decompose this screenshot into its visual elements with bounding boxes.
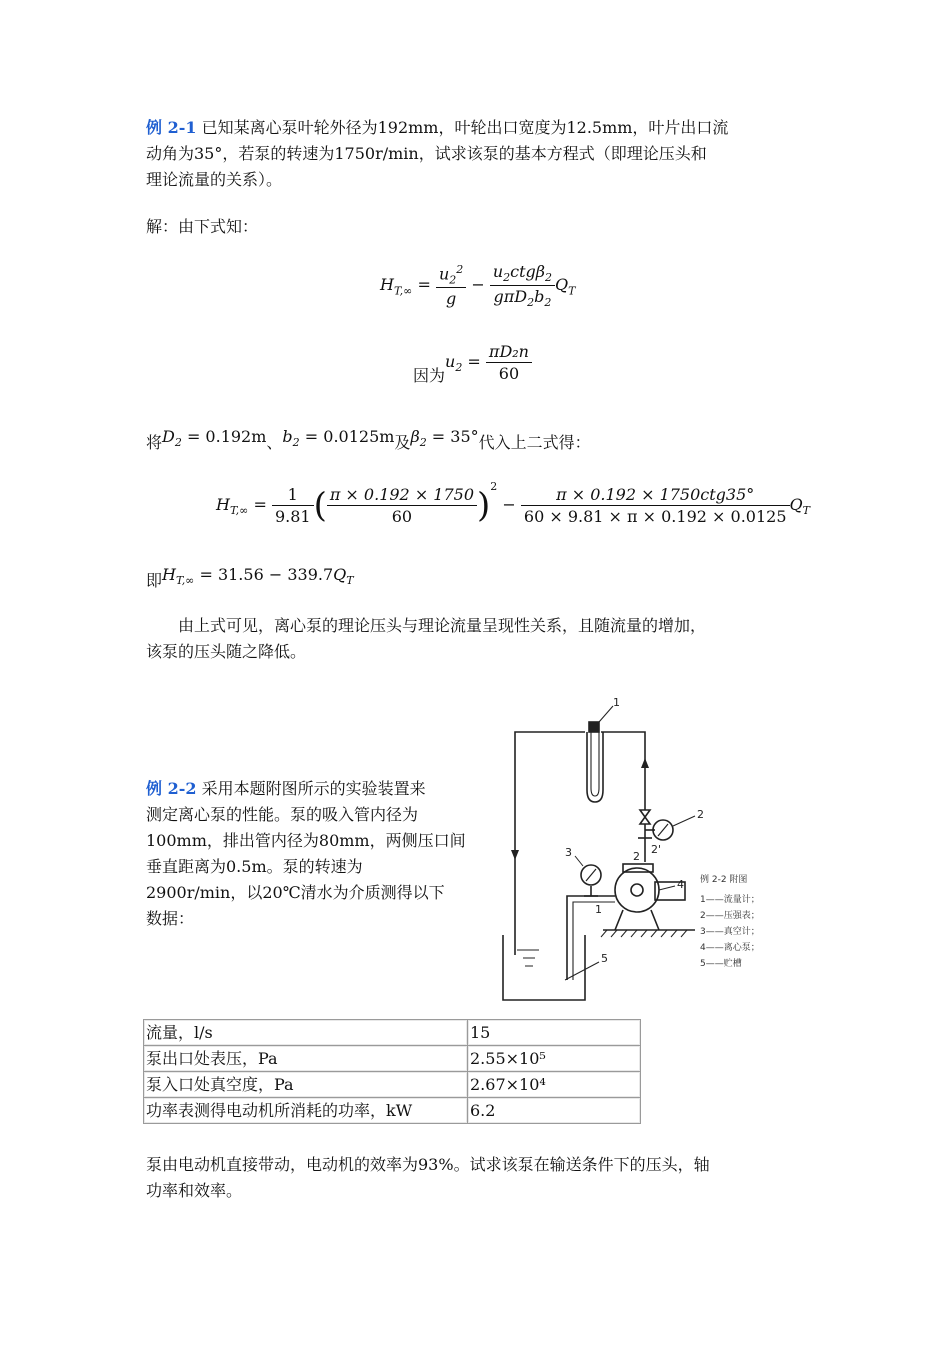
- table-cell-label: 功率表测得电动机所消耗的功率，kW: [144, 1098, 468, 1124]
- substitute-prefix: 将: [146, 433, 163, 452]
- formula-substituted: $H_{T,\infty}$ = $\frac{1}{9.81}$ ( $\frac{\pi \times 0.192 \times 1750}{60}$ )$^2$ − $\frac{\text{π × 0.192 × 1750ctg35°}}{60 \times 9.81 \times \pi \times 0.192 \times 0.0125}$ $Q_T$: [216, 480, 810, 526]
- table-cell-value: 2.55×10⁵: [468, 1046, 641, 1072]
- figure-caption: 例 2-2 附图: [700, 875, 748, 885]
- legend-item-1: 1——流量计；: [700, 895, 760, 905]
- table-cell-label: 泵入口处真空度，Pa: [144, 1072, 468, 1098]
- gauge-3-needle: [586, 869, 596, 881]
- question-line-1: 泵由电动机直接带动，电动机的效率为93%。试求该泵在输送条件下的压头，轴: [146, 1155, 710, 1174]
- example-2-1-text: [146, 115, 816, 193]
- legend-item-3: 3——真空计；: [700, 927, 760, 937]
- pump-impeller: [631, 884, 643, 896]
- label-1: 1: [613, 696, 620, 709]
- table-cell-value: 2.67×10⁴: [468, 1072, 641, 1098]
- table-row: [144, 1046, 641, 1072]
- label-4: 4: [677, 878, 684, 891]
- substitute-sep-2: 及: [394, 433, 411, 452]
- leader-3: [575, 856, 583, 866]
- d2-value: = 0.192m: [186, 427, 267, 446]
- example-2-1-label: 例 2-1: [146, 118, 197, 137]
- label-tap-1: 1: [595, 903, 602, 916]
- legend-item-5: 5——贮槽: [700, 959, 742, 969]
- label-2-prime: 2': [651, 843, 662, 856]
- because-label: 因为: [413, 366, 446, 385]
- apparatus-diagram: [495, 690, 815, 1005]
- leader-1: [599, 706, 613, 722]
- solution-intro: 解：由下式知：: [146, 217, 259, 236]
- flow-arrow-down: [511, 850, 519, 860]
- leader-4: [659, 886, 675, 890]
- table-cell-label: 泵出口处表压，Pa: [144, 1046, 468, 1072]
- label-tap-2: 2: [633, 850, 640, 863]
- b2-value: = 0.0125m: [304, 427, 395, 446]
- ex2-line-4: 垂直距离为0.5m。泵的转速为: [146, 857, 363, 876]
- ex2-line-1: 采用本题附图所示的实验装置来: [201, 779, 426, 798]
- question-line-2: 功率和效率。: [146, 1181, 243, 1200]
- legend-item-2: 2——压强表；: [700, 911, 760, 921]
- result-line: 即$H_{T,\infty} = 31.56 - 339.7Q_T$: [146, 565, 354, 590]
- example-2-2-question: [146, 1152, 826, 1204]
- leader-5: [565, 962, 599, 980]
- ex2-line-6: 数据：: [146, 909, 195, 928]
- substitute-suffix: 代入上二式得：: [478, 433, 591, 452]
- frac1-denominator: 60: [391, 507, 413, 526]
- u2-denominator: 60: [498, 364, 520, 383]
- example-2-2-label: 例 2-2: [146, 779, 197, 798]
- frac2-numerator: π × 0.192 × 1750ctg35°: [521, 485, 790, 506]
- label-3: 3: [565, 846, 572, 859]
- u2-numerator: πD₂n: [486, 342, 532, 363]
- ex1-line-3: 理论流量的关系）。: [146, 170, 283, 189]
- frac2-denominator: 60 × 9.81 × π × 0.192 × 0.0125: [523, 507, 787, 526]
- table-row: [144, 1020, 641, 1046]
- label-5: 5: [601, 952, 608, 965]
- measurement-table: [143, 1019, 641, 1124]
- centrifugal-pump-icon: [615, 868, 659, 912]
- pump-leg-right: [651, 910, 659, 930]
- suction-pipe: [567, 896, 615, 980]
- gauge-2-needle: [658, 824, 668, 836]
- formula-head-equation: $H_{T,\infty}$ = $\frac{u_2^2}{g}$ − $\frac{u_2ctg\beta_2}{g\pi D_2b_2}$ $Q_T$: [380, 262, 576, 310]
- ex1-line-2: 动角为35°，若泵的转速为1750r/min，试求该泵的基本方程式（即理论压头和: [146, 144, 707, 163]
- ex2-line-3: 100mm，排出管内径为80mm，两侧压口间: [146, 831, 466, 850]
- ex2-line-2: 测定离心泵的性能。泵的吸入管内径为: [146, 805, 419, 824]
- table-row: [144, 1072, 641, 1098]
- result-prefix: 即: [146, 571, 163, 590]
- legend-item-4: 4——离心泵；: [700, 943, 760, 953]
- table-cell-value: 15: [468, 1020, 641, 1046]
- figure-legend: [700, 873, 760, 969]
- frac1-numerator: π × 0.192 × 1750: [327, 485, 477, 506]
- label-2: 2: [697, 808, 704, 821]
- valve-bottom: [640, 817, 650, 824]
- pump-leg-left: [615, 910, 623, 930]
- suction-pipe-inner: [573, 902, 615, 980]
- table-cell-value: 6.2: [468, 1098, 641, 1124]
- conclusion-line-1: 由上式可见，离心泵的理论压头与理论流量呈现性关系，且随流量的增加，: [178, 616, 707, 635]
- beta2-value: = 35°: [431, 427, 479, 446]
- table-row: [144, 1098, 641, 1124]
- result-value: = 31.56 − 339.7: [199, 565, 334, 584]
- substitute-sep-1: 、: [266, 433, 283, 452]
- coef-denominator: 9.81: [274, 507, 311, 526]
- flow-meter-u-tube: [587, 732, 603, 802]
- conclusion-paragraph: [146, 613, 826, 665]
- substitution-line: 将$D_2 = 0.192m$、$b_2 = 0.0125m$及$\beta_2 = 35^\circ$代入上二式得：: [146, 427, 591, 452]
- ex2-line-5: 2900r/min，以20℃清水为介质测得以下: [146, 883, 445, 902]
- example-2-2-text: [146, 776, 491, 932]
- ex1-line-1: 已知某离心泵叶轮外径为192mm，叶轮出口宽度为12.5mm，叶片出口流: [201, 118, 729, 137]
- water-level: [517, 950, 539, 966]
- flow-meter-inner: [591, 732, 599, 796]
- return-pipe-left: [515, 732, 585, 955]
- flow-meter-head: [589, 722, 599, 732]
- leader-2: [673, 816, 695, 826]
- conclusion-line-2: 该泵的压头随之降低。: [146, 642, 307, 661]
- ground-hatch: [601, 930, 687, 937]
- formula-u2: 因为$u_2$ = $\frac{\text{πD₂n}}{60}$: [413, 342, 532, 389]
- discharge-pipe-right: [601, 732, 645, 838]
- table-cell-label: 流量，l/s: [144, 1020, 468, 1046]
- flow-arrow-up: [641, 758, 649, 768]
- coef-numerator: 1: [272, 485, 314, 506]
